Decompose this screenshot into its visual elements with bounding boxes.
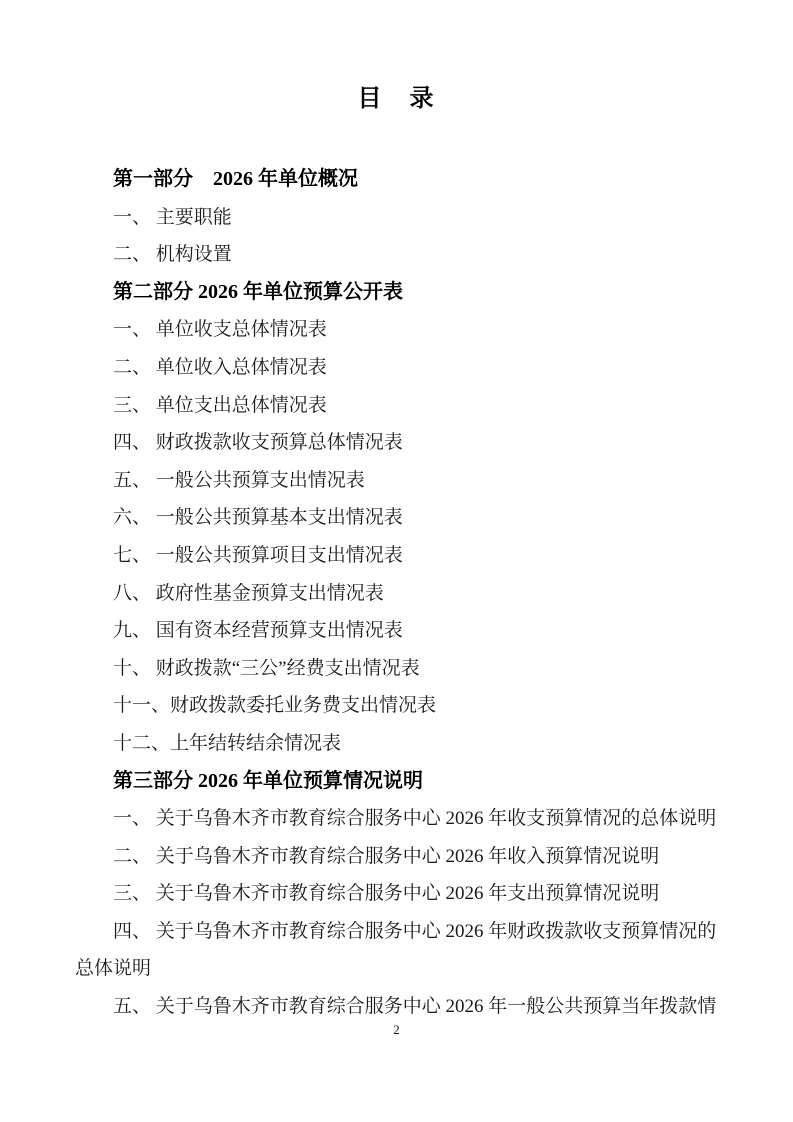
toc-entry: 十二、上年结转结余情况表 bbox=[113, 732, 342, 754]
toc-entry: 二、 单位收入总体情况表 bbox=[113, 356, 327, 378]
toc-entry: 三、 关于乌鲁木齐市教育综合服务中心 2026 年支出预算情况说明 bbox=[113, 883, 660, 905]
toc-entry: 一、 单位收支总体情况表 bbox=[113, 319, 327, 341]
toc-entry: 三、 单位支出总体情况表 bbox=[113, 394, 327, 416]
part-heading-3: 第三部分 2026 年单位预算情况说明 bbox=[113, 769, 423, 792]
page-number: 2 bbox=[393, 1022, 400, 1037]
toc-entry: 四、 关于乌鲁木齐市教育综合服务中心 2026 年财政拨款收支预算情况的 bbox=[113, 920, 717, 942]
toc-entry: 八、 政府性基金预算支出情况表 bbox=[113, 582, 384, 604]
toc-entry: 九、 国有资本经营预算支出情况表 bbox=[113, 620, 403, 642]
toc-entry: 一、 关于乌鲁木齐市教育综合服务中心 2026 年收支预算情况的总体说明 bbox=[113, 808, 717, 830]
table-of-contents bbox=[75, 161, 718, 1026]
page-title: 目 录 bbox=[357, 86, 436, 112]
toc-entry: 七、 一般公共预算项目支出情况表 bbox=[113, 544, 403, 566]
toc-entry: 六、 一般公共预算基本支出情况表 bbox=[113, 507, 403, 529]
toc-entry: 四、 财政拨款收支预算总体情况表 bbox=[113, 432, 403, 454]
part-heading-2: 第二部分 2026 年单位预算公开表 bbox=[113, 280, 403, 303]
toc-entry: 二、 机构设置 bbox=[113, 244, 232, 266]
toc-entry-continuation: 总体说明 bbox=[75, 958, 152, 980]
part-heading-1: 第一部分 2026 年单位概况 bbox=[113, 168, 358, 190]
toc-entry: 十、 财政拨款“三公”经费支出情况表 bbox=[113, 657, 420, 679]
toc-entry: 五、 关于乌鲁木齐市教育综合服务中心 2026 年一般公共预算当年拨款情 bbox=[113, 996, 717, 1018]
toc-entry: 二、 关于乌鲁木齐市教育综合服务中心 2026 年收入预算情况说明 bbox=[113, 845, 660, 867]
toc-entry: 五、 一般公共预算支出情况表 bbox=[113, 469, 365, 491]
toc-entry: 一、 主要职能 bbox=[113, 206, 232, 228]
toc-entry: 十一、财政拨款委托业务费支出情况表 bbox=[113, 695, 437, 717]
